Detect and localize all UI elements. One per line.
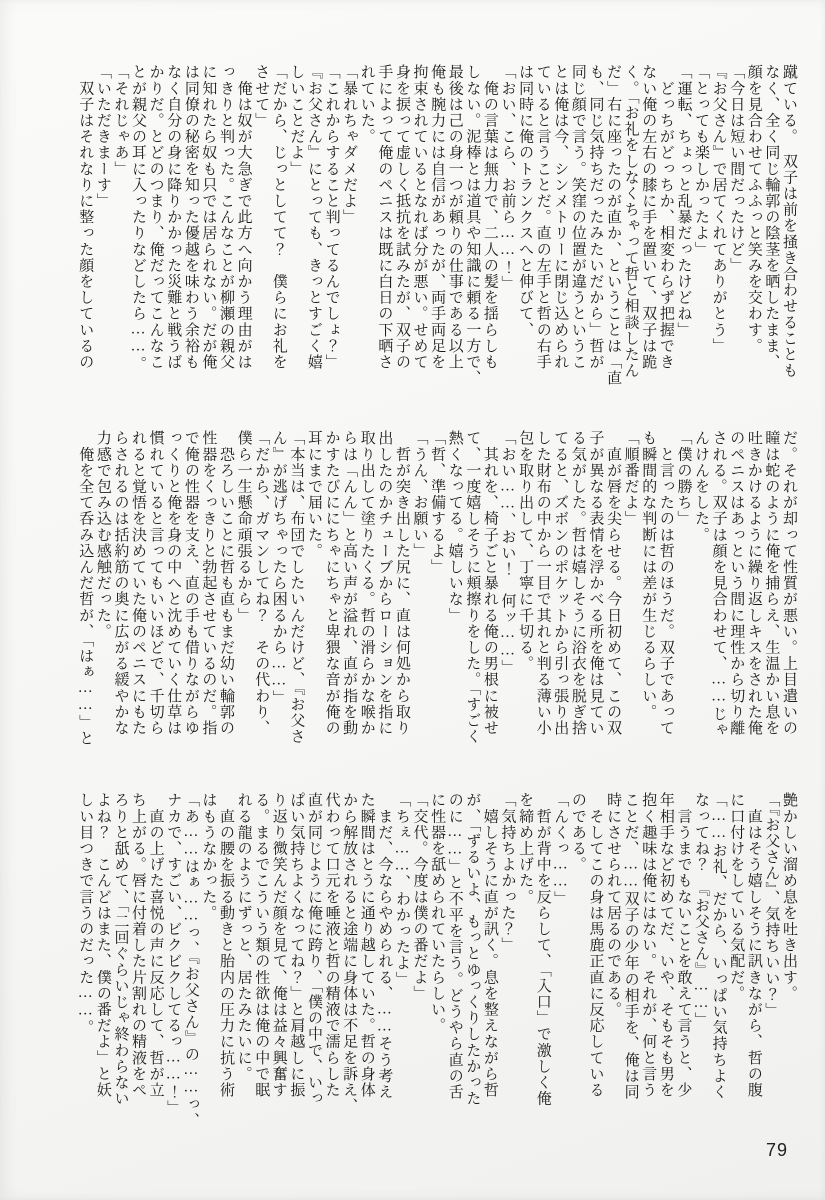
text-column: 「哲、準備するよ」: [429, 430, 446, 575]
text-column: 「今日は短い間だったけど」: [728, 64, 745, 274]
text-column: 蹴ている。 双子は前を掻き合わせることも: [781, 64, 797, 379]
text-column: 性器をくっきりと勃起させているのだ。指: [200, 430, 217, 736]
text-column: 力感で包み込む感触だった。: [94, 430, 111, 640]
text-column: とが親父の耳に入ったりなどしたら……。: [130, 64, 147, 372]
text-column: た瞬間はとうに通り越していた。哲の身体: [358, 792, 375, 1098]
text-column: 時にさせられて居るのである。: [605, 792, 622, 1018]
text-column: 「んくっ……」: [552, 792, 569, 907]
text-column: 代わって口元を唾液と哲の精液で濡らした: [323, 792, 340, 1098]
text-column: 嬉しそうに直が訊く。息を整えながら哲: [481, 792, 498, 1098]
text-column: かりだ。とどのつまり、俺だってこんなこ: [147, 64, 164, 370]
text-column: 「あ……はぁ……っ、『お父さん』の……っ、: [182, 792, 199, 1129]
text-column: ち上がる。唇に付着した片割れの精液をぺ: [130, 792, 147, 1098]
text-column: ろりと舐めて、「二回ぐらいじゃ終わらない: [112, 792, 129, 1107]
text-column: 吐きかけるように繰り返しキスをされた俺: [745, 430, 762, 736]
text-column: 「おい、こら、お前ら……！」: [499, 64, 516, 292]
text-column: 包を取り出して、丁寧に千切る。: [517, 430, 534, 672]
text-column: させて」: [253, 64, 270, 129]
text-column: どっちがどっちか、相変わらず把握でき: [657, 64, 674, 370]
text-column: 「とっても楽しかったよ」: [693, 64, 710, 258]
text-column: 「……お礼、だから、いっぱい気持ちよく: [710, 792, 727, 1100]
text-column: も瞬間的な判断には差が生じるらしい。: [640, 430, 657, 720]
text-column: 「それじゃあ」: [112, 64, 129, 177]
text-column: のペニスはあっという間に理性から切り離: [728, 430, 745, 736]
text-column: 言うまでもないことを敢えて言うと、少: [675, 792, 692, 1098]
page-number: 79: [766, 1140, 789, 1160]
text-column: く。「お礼をしなくちゃって哲と相談したん: [622, 64, 639, 379]
text-column: 手によって俺のペニスは既に白日の下晒さ: [376, 64, 393, 370]
text-column: 「暴れちゃダメだよ」: [341, 64, 358, 225]
text-column: 瞳は蛇のように俺を捕らえ、生温かい息を: [763, 430, 780, 736]
text-column: んけんをした。: [693, 430, 710, 543]
text-column: 耳にまで届いた。: [305, 430, 322, 559]
text-column: 直が同じように俺に跨り、「僕の中で、いっ: [305, 792, 322, 1107]
text-column: 「だから、ガマンしてね？ その代わり、: [253, 430, 270, 736]
text-column: 哲が背中を反らして、「入口」で激しく俺: [534, 792, 551, 1107]
text-column: 直の腰を振る動きと胎内の圧力に抗う術: [218, 792, 234, 1098]
text-column: 「おい……、おい！ 何ッ……」: [499, 430, 516, 676]
text-column: る。まるでこういう類の性欲は俺の中で眠: [253, 792, 270, 1098]
text-column: 「これからすること判ってるんでしょ？」: [323, 64, 340, 370]
text-block-middle: [76, 430, 797, 780]
text-column: 「本当は、布団でしたいんだけど、『お父さ: [288, 430, 305, 745]
text-column: 「ちぇ……、わかったよ」: [393, 792, 410, 988]
text-column: 双子はそれなりに整った顔をしているの: [77, 64, 94, 370]
text-column: 俺の言葉は無力で、二人の髪を揺らしも: [481, 64, 498, 370]
text-column: 直が唇を尖らせる。今日初めて、この双: [605, 430, 622, 736]
text-column: らは「んん」と高い声が溢れ、直が指を動: [341, 430, 358, 736]
text-column: ナカで、すごい、ビクビクしてるっ……！」: [165, 792, 182, 1116]
text-column: 「いただきまーす」: [94, 64, 111, 209]
text-column: 子が異なる表情を浮かべる所を俺は見てい: [587, 430, 604, 736]
text-column: しいことだよ」: [288, 64, 305, 177]
text-column: なってね？ 『お父さん』……」: [693, 792, 710, 1028]
text-column: のである。: [569, 792, 586, 873]
text-column: ていると言うことだ。直の左手と哲の右手: [534, 64, 551, 370]
text-column: 直はそう嬉しそうに訊きながら、哲の腹: [745, 792, 762, 1098]
text-column: 顔を見合わせてふふっと笑みを交わす。: [745, 64, 762, 354]
text-column: まだ、今ならやめられる、……そう考え: [376, 792, 393, 1100]
text-column: 「交代。今度は僕の番だよ」: [411, 792, 428, 1002]
text-column: 出したのかチューブからローションを指に: [376, 430, 393, 736]
text-column: 「気持ちよかった？」: [499, 792, 516, 953]
text-block-top: [76, 64, 797, 414]
text-column: てると、ズボンのポケットから引っ張り出: [552, 430, 569, 736]
text-column: 拘束されているとなれば分が悪い。せめて: [411, 64, 428, 370]
text-column: 艶かしい溜め息を吐き出す。: [781, 792, 797, 1002]
text-column: はもうなかった。: [200, 792, 217, 921]
text-column: のに……」と不平を言う。どうやら直の舌: [446, 792, 463, 1100]
text-column: は同時に俺のトランクスへと伸びて、: [517, 64, 534, 338]
text-column: て、一度嬉しそうに頬擦りをした。「すごく: [464, 430, 481, 745]
text-column: 「だから、じっとしてて？ 僕らにお礼を: [270, 64, 287, 370]
text-column: そしてこの身は馬鹿正直に反応している: [587, 792, 604, 1098]
text-column: なく自分の身に降りかかった災難と戦うば: [165, 64, 182, 370]
text-column: 俺は奴が大急ぎで此方へ向かう理由がは: [235, 64, 252, 370]
text-column: は同僚の秘密を知った優越を味わう余裕も: [182, 64, 199, 370]
text-column: だ」右に座ったのが直か、ということは「直: [605, 64, 622, 386]
text-column: 俺も腕力には自信があったが、両手両足を: [429, 64, 446, 370]
text-column: を締め上げた。: [517, 792, 534, 905]
text-column: れる龍のようにずっと、居たみたいに。: [235, 792, 252, 1082]
text-column: 熱くなってる。嬉しいな」: [446, 430, 463, 624]
text-column: よね？ こんどはまた、僕の番だよ」と妖: [94, 792, 111, 1098]
text-column: 哲が突き出した尻に、直は何処から取り: [393, 430, 410, 736]
text-column: しい目つきで言うのだった……。: [77, 792, 94, 1036]
text-column: 恐ろしいことに哲も直もまだ幼い輪郭の: [218, 430, 234, 736]
text-column: 身を捩って虚しく抵抗を試みたが、双子の: [393, 64, 410, 370]
text-column: れていた。: [358, 64, 375, 145]
text-column: だ。それが却って性質が悪い。上目遣いの: [781, 430, 797, 736]
text-column: 「僕の勝ち」: [675, 430, 692, 527]
text-column: 「順番だよ」: [622, 430, 639, 527]
text-column: 『お父さん』にとっても、きっとすごく嬉: [305, 64, 322, 370]
text-column: ことだ、……双子の少年の相手を、俺は同: [622, 792, 639, 1100]
text-column: も、同じ気持ちだったみたいだから」哲が: [587, 64, 604, 370]
text-column: 「運転、ちょっと乱暴だったけどね」: [675, 64, 692, 338]
text-column: 俺を全て呑み込んだ哲が、「はぁ……」と: [77, 430, 94, 747]
text-column: 「『お父さん』、気持ちいい？」: [763, 792, 780, 1019]
text-column: に性器を舐められていたらしい。: [429, 792, 446, 1034]
text-column: ん』が逃げちゃったら困るから……」: [270, 430, 287, 706]
text-column: が、「ずるいよ、もっとゆっくりしたかった: [464, 792, 481, 1107]
text-column: 抱く趣味は俺にはない。それが、何と言う: [640, 792, 657, 1098]
text-column: 同じ顔で言う。笑窪の位置が違うというこ: [569, 64, 586, 370]
text-column: 最後は己の身一つが頼りの仕事である以上: [446, 64, 463, 370]
text-column: っきりと判った。こんなことが柳瀬の親父: [218, 64, 234, 370]
text-column: 僕ら一生懸命頑張るから」: [235, 430, 252, 624]
text-column: 年相手など初めてだ、いや、そもそも男を: [657, 792, 674, 1098]
text-column: される。双子は顔を見合わせて、……じゃ: [710, 430, 727, 738]
text-column: る気がした。哲は嬉しそうに浴衣を脱ぎ捨: [569, 430, 586, 736]
text-column: り返り微笑んだ顔を見て、俺は益々興奮す: [270, 792, 287, 1098]
text-column: ぱい気持ちよくなってね？」と肩越しに振: [288, 792, 305, 1098]
text-column: に口付けをしている気配だ。: [728, 792, 745, 1002]
text-column: っくりと俺を身の中へと沈めていく仕草は: [165, 430, 182, 736]
text-column: 取り出して塗りたくる。哲の滑らかな喉か: [358, 430, 375, 736]
text-column: とは俺は今、シンメトリーに閉じ込められ: [552, 64, 569, 370]
text-column: した財布の中から一目で其れと判る薄い小: [534, 430, 551, 736]
text-column: 「うん、お願い」: [411, 430, 428, 559]
text-column: 『お父さん』で居てくれてありがとう」: [710, 64, 727, 354]
text-column: らされるのは括約筋の奥に広がる緩やかな: [112, 430, 129, 736]
text-column: なく、全く同じ輪郭の陰茎を晒したまま、: [763, 64, 780, 370]
text-column: 慣れていると言ってもいいほどで、千切ら: [147, 430, 164, 736]
text-column: れると覚悟を決めていた俺のペニスにもた: [130, 430, 147, 736]
text-column: から解放されると途端に身体は不足を訴え、: [341, 792, 358, 1114]
text-column: と言ったのは哲のほうだ。双子であって: [657, 430, 674, 736]
text-column: で俺の性器を支え、直の手も借りながらゆ: [182, 430, 199, 736]
text-column: かすたびににちゃにちゃと卑猥な音が俺の: [323, 430, 340, 736]
text-column: 直の上げた喜悦の声に反応して、哲が立: [147, 792, 164, 1098]
text-column: 其れを、椅子ごと暴れる俺の男根に被せ: [481, 430, 498, 736]
text-column: しない。泥棒とは道具や知識に頼る一方で、: [464, 64, 481, 386]
text-column: ない俺の左右の膝に手を置いて、双子は跪: [640, 64, 657, 370]
text-block-bottom: [76, 792, 797, 1142]
text-column: に知れたら奴も只では居られない。だが俺: [200, 64, 217, 370]
